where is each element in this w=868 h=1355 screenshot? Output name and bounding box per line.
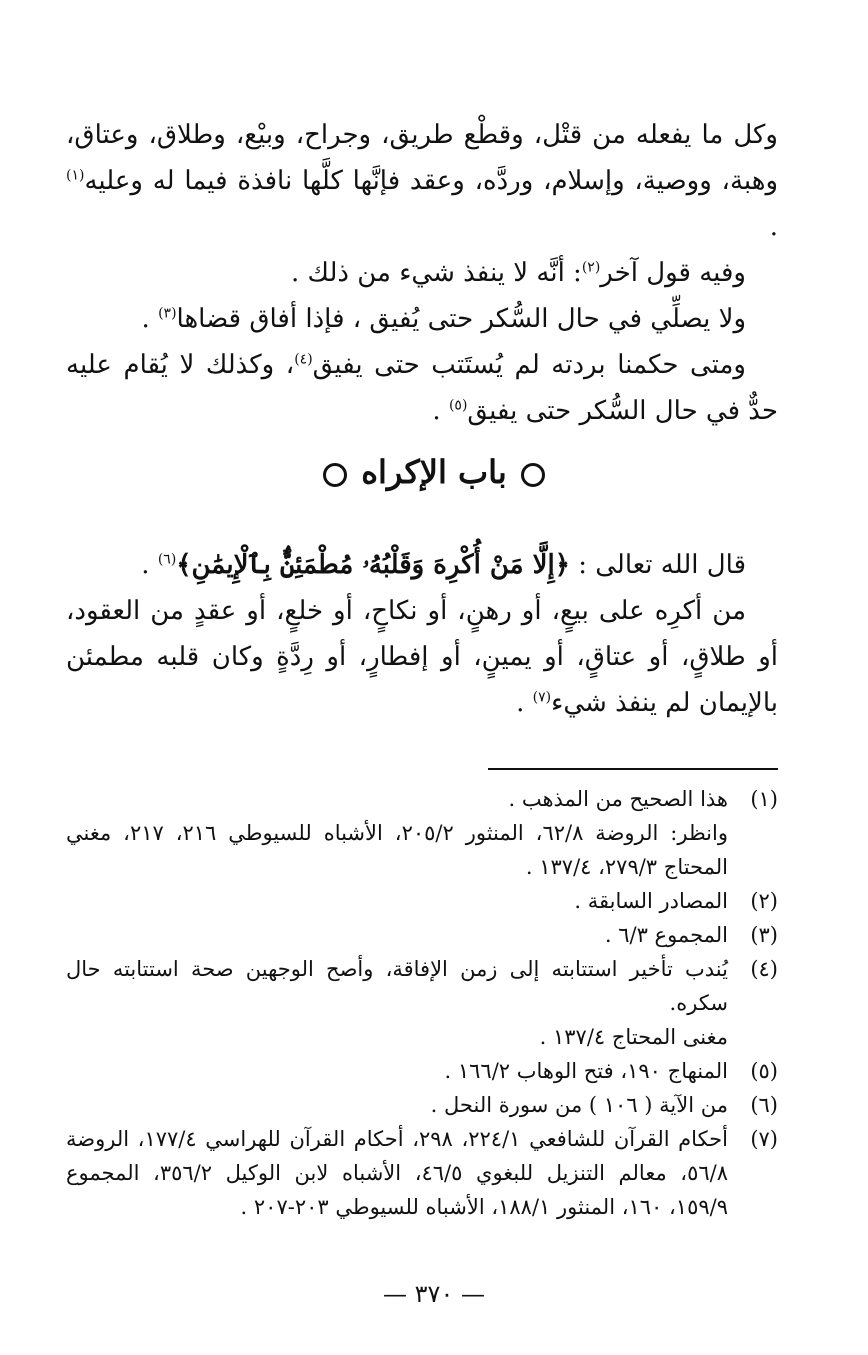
paragraph: من أكرِه على بيعٍ، أو رهنٍ، أو نكاحٍ، أو خلعٍ، أو عقدٍ من العقود، أو طلاقٍ، أو عتاقٍ، أو يمينٍ، أو إفطارٍ، أو رِدَّةٍ وكان قلبه مطمئن بالإيمان لم ينفذ شيء$^{(٧)}$ .: [66, 596, 778, 718]
footnote-marker: (٣): [158, 305, 177, 322]
section-title: باب الإكراه: [361, 453, 507, 491]
footnote-text: يُندب تأخير استتابته إلى زمن الإفاقة، وأصح الوجهين صحة استتابته حال سكره.: [66, 957, 728, 1015]
paragraph: وكل ما يفعله من قتْل، وقطْع طريق، وجراح، وبيْع، وطلاق، وعتاق، وهبة، ووصية، وإسلام، وردَّه، وعقد فإنَّها كلَّها نافذة فيما له وعليه$^{(١)}$ .: [66, 120, 778, 242]
footnote-number: (٣): [750, 923, 778, 947]
footnote-marker: (١): [66, 167, 85, 184]
paragraph: قال الله تعالى : ﴿إِلَّا مَنْ أُكْرِهَ وَقَلْبُهُۥ مُطْمَئِنٌّۢ بِٱلْإِيمَٰنِ﴾$^{(٦)}$ .: [141, 550, 746, 580]
footnote-marker: (٥): [448, 397, 468, 414]
footnote-number: (٤): [750, 957, 778, 981]
footnote-item: [66, 1122, 778, 1224]
footnote-item: [66, 1088, 778, 1122]
footnote-text: المصادر السابقة .: [574, 889, 728, 913]
footnote-number: (٧): [750, 1127, 778, 1151]
footnotes: [66, 782, 778, 1224]
main-text: [66, 112, 778, 434]
footnote-number: (٢): [750, 889, 778, 913]
footnote-number: (١): [750, 787, 778, 811]
footnote-marker: (٦): [157, 551, 177, 568]
section-text: [66, 542, 778, 726]
footnote-number: (٥): [750, 1059, 778, 1083]
footnote-text: هذا الصحيح من المذهب .: [508, 787, 728, 811]
footnote-item: [66, 884, 778, 918]
footnote-text: المنهاج ١٩٠، فتح الوهاب ١٦٦/٢ .: [444, 1059, 728, 1083]
footnote-text: وانظر: الروضة ٦٢/٨، المنثور ٢٠٥/٢، الأشباه للسيوطي ٢١٦، ٢١٧، مغني المحتاج ٢٧٩/٣، ١٣٧/٤ .: [66, 821, 728, 879]
footnote-marker: (٢): [581, 259, 601, 276]
footnote-item: [66, 782, 778, 884]
footnote-text: مغنى المحتاج ١٣٧/٤ .: [539, 1025, 728, 1049]
footnote-text: المجموع ٦/٣ .: [604, 923, 728, 947]
footnote-separator: [488, 768, 778, 770]
footnote-item: [66, 1054, 778, 1088]
page-number: — ٣٧٠ —: [383, 1280, 485, 1308]
footnote-text: أحكام القرآن للشافعي ٢٢٤/١، ٢٩٨، أحكام القرآن للهراسي ١٧٧/٤، الروضة ٥٦/٨، معالم التنزيل للبغوي ٤٦/٥، الأشباه لابن الوكيل ٣٥٦/٢، المجموع ١٥٩/٩، ١٦٠، المنثور ١٨٨/١، الأشباه للسيوطي ٢٠٣-٢٠٧ .: [66, 1127, 728, 1219]
footnote-text: من الآية ( ١٠٦ ) من سورة النحل .: [430, 1093, 728, 1117]
paragraph: وفيه قول آخر$^{(٢)}$: أنَّه لا ينفذ شيء من ذلك .: [291, 258, 746, 288]
footnote-marker: (٤): [294, 351, 313, 368]
paragraph: ومتى حكمنا بردته لم يُستَتب حتى يفيق$^{(٤)}$، وكذلك لا يُقام عليه حدٌّ في حال السُّكر حتى يفيق$^{(٥)}$ .: [66, 350, 778, 426]
circle-ornament-icon: [323, 463, 347, 487]
circle-ornament-icon: [521, 463, 545, 487]
footnote-marker: (٧): [532, 689, 552, 706]
section-heading: [0, 448, 868, 496]
paragraph: ولا يصلِّي في حال السُّكر حتى يُفيق ، فإذا أفاق قضاها$^{(٣)}$ .: [141, 304, 746, 334]
footnote-number: (٦): [750, 1093, 778, 1117]
quran-verse: ﴿إِلَّا مَنْ أُكْرِهَ وَقَلْبُهُۥ مُطْمَئِنٌّۢ بِٱلْإِيمَٰنِ﴾: [176, 550, 570, 580]
footnote-item: [66, 918, 778, 952]
footnote-item: [66, 952, 778, 1054]
